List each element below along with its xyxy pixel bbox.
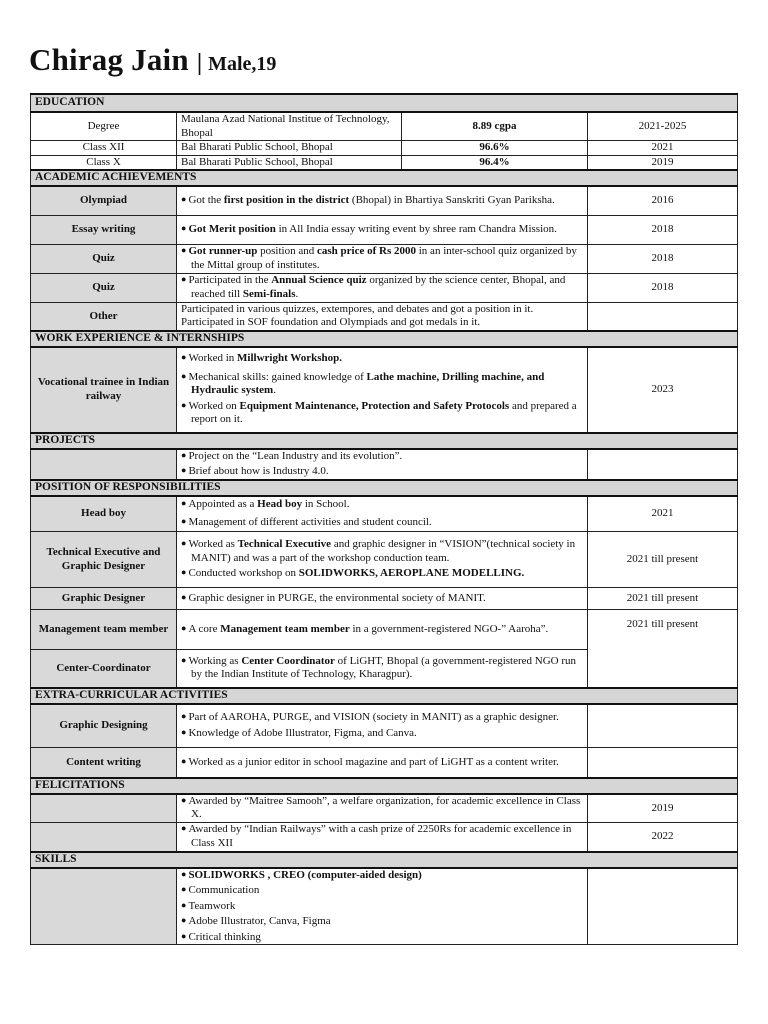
row-content: ● Part of AAROHA, PURGE, and VISION (society in MANIT) as a graphic designer. ● Knowledge of Adobe Illustrator, Figma, and Canva. xyxy=(177,704,588,748)
resume-table xyxy=(30,93,738,945)
row-label: Vocational trainee in Indian railway xyxy=(31,347,177,433)
row-content: ● Worked in Millwright Workshop. ● Mechanical skills: gained knowledge of Lathe machine, Drilling machine, and Hydraulic system. ● Worked on Equipment Maintenance, Protection and Safety Protocols and prepared a report on it. xyxy=(177,347,588,433)
row-year xyxy=(588,868,738,945)
row-year: 2021 till present xyxy=(588,610,738,688)
row-label: Other xyxy=(31,302,177,331)
row-label xyxy=(31,794,177,823)
row-content: ● A core Management team member in a government-registered NGO-” Aaroha”. xyxy=(177,610,588,650)
edu-institute: Maulana Azad National Institue of Technology, Bhopal xyxy=(177,112,402,141)
row-year: 2016 xyxy=(588,186,738,215)
row-content: Participated in various quizzes, extempores, and debates and got a position in it. Participated in SOF foundation and Olympiads and got medals in it. xyxy=(177,302,588,331)
section-title: EDUCATION xyxy=(31,94,738,112)
section-title: POSITION OF RESPONSIBILITIES xyxy=(31,480,738,496)
row-year xyxy=(588,302,738,331)
table-row xyxy=(31,112,738,141)
table-row xyxy=(31,186,738,215)
section-academic xyxy=(31,170,738,186)
row-label: Essay writing xyxy=(31,215,177,244)
table-row xyxy=(31,141,738,156)
table-row xyxy=(31,273,738,302)
table-row xyxy=(31,794,738,823)
row-year xyxy=(588,704,738,748)
section-projects xyxy=(31,433,738,449)
header-separator: | xyxy=(196,50,203,76)
candidate-name: Chirag Jain xyxy=(29,42,189,77)
row-year: 2021 till present xyxy=(588,588,738,610)
row-label: Management team member xyxy=(31,610,177,650)
table-row xyxy=(31,347,738,433)
row-content: ● Got runner-up position and cash price of Rs 2000 in an inter-school quiz organized by the Mittal group of institutes. xyxy=(177,244,588,273)
row-content: ● Participated in the Annual Science quiz organized by the science center, Bhopal, and reached till Semi-finals. xyxy=(177,273,588,302)
row-year: 2021 xyxy=(588,496,738,532)
table-row xyxy=(31,823,738,852)
table-row xyxy=(31,215,738,244)
row-label xyxy=(31,823,177,852)
section-education xyxy=(31,94,738,112)
row-label: Quiz xyxy=(31,244,177,273)
table-row xyxy=(31,449,738,480)
edu-year: 2021-2025 xyxy=(588,112,738,141)
section-title: SKILLS xyxy=(31,852,738,868)
row-year: 2021 till present xyxy=(588,532,738,588)
row-year: 2018 xyxy=(588,215,738,244)
edu-level: Class X xyxy=(31,155,177,170)
row-year: 2018 xyxy=(588,273,738,302)
gender-age: Male,19 xyxy=(208,53,277,75)
row-label: Quiz xyxy=(31,273,177,302)
table-row xyxy=(31,704,738,748)
row-content: ● SOLIDWORKS , CREO (computer-aided design) ● Communication ● Teamwork ● Adobe Illustrator, Canva, Figma ● Critical thinking xyxy=(177,868,588,945)
table-row xyxy=(31,868,738,945)
row-content: ● Graphic designer in PURGE, the environmental society of MANIT. xyxy=(177,588,588,610)
section-title: EXTRA-CURRICULAR ACTIVITIES xyxy=(31,688,738,704)
table-row xyxy=(31,748,738,778)
row-content: ● Got Merit position in All India essay writing event by shree ram Chandra Mission. xyxy=(177,215,588,244)
row-year xyxy=(588,449,738,480)
row-label: Graphic Designer xyxy=(31,588,177,610)
resume-header xyxy=(29,42,276,78)
section-work xyxy=(31,331,738,347)
section-title: FELICITATIONS xyxy=(31,778,738,794)
table-row xyxy=(31,610,738,650)
row-content: ● Awarded by “Maitree Samooh”, a welfare organization, for academic excellence in Class X. xyxy=(177,794,588,823)
row-content: ● Awarded by “Indian Railways” with a cash prize of 2250Rs for academic excellence in Class XII xyxy=(177,823,588,852)
table-row xyxy=(31,244,738,273)
edu-year: 2021 xyxy=(588,141,738,156)
row-label: Graphic Designing xyxy=(31,704,177,748)
edu-score: 96.6% xyxy=(402,141,588,156)
section-positions xyxy=(31,480,738,496)
edu-level: Class XII xyxy=(31,141,177,156)
row-label: Content writing xyxy=(31,748,177,778)
table-row xyxy=(31,588,738,610)
row-label: Head boy xyxy=(31,496,177,532)
edu-score: 96.4% xyxy=(402,155,588,170)
row-content: ● Worked as Technical Executive and graphic designer in “VISION”(technical society in MANIT) and was a part of the workshop conduction team. ● Conducted workshop on SOLIDWORKS, AEROPLANE MODELLING. xyxy=(177,532,588,588)
table-row xyxy=(31,496,738,532)
section-title: PROJECTS xyxy=(31,433,738,449)
row-content: ● Appointed as a Head boy in School. ● Management of different activities and student council. xyxy=(177,496,588,532)
section-felicitations xyxy=(31,778,738,794)
row-label: Center-Coordinator xyxy=(31,650,177,688)
row-label: Olympiad xyxy=(31,186,177,215)
row-year: 2022 xyxy=(588,823,738,852)
row-year: 2018 xyxy=(588,244,738,273)
edu-level: Degree xyxy=(31,112,177,141)
edu-year: 2019 xyxy=(588,155,738,170)
row-content: ● Got the first position in the district (Bhopal) in Bhartiya Sanskriti Gyan Pariksha. xyxy=(177,186,588,215)
row-year: 2019 xyxy=(588,794,738,823)
row-content: ● Worked as a junior editor in school magazine and part of LiGHT as a content writer. xyxy=(177,748,588,778)
row-year: 2023 xyxy=(588,347,738,433)
row-content: ● Working as Center Coordinator of LiGHT, Bhopal (a government-registered NGO run by the Indian Institute of Technology, Kharagpur). xyxy=(177,650,588,688)
row-label xyxy=(31,449,177,480)
section-title: ACADEMIC ACHIEVEMENTS xyxy=(31,170,738,186)
section-skills xyxy=(31,852,738,868)
row-year xyxy=(588,748,738,778)
section-title: WORK EXPERIENCE & INTERNSHIPS xyxy=(31,331,738,347)
edu-institute: Bal Bharati Public School, Bhopal xyxy=(177,141,402,156)
table-row xyxy=(31,532,738,588)
edu-institute: Bal Bharati Public School, Bhopal xyxy=(177,155,402,170)
row-content: ● Project on the “Lean Industry and its evolution”. ● Brief about how is Industry 4.0. xyxy=(177,449,588,480)
table-row xyxy=(31,155,738,170)
row-label xyxy=(31,868,177,945)
row-label: Technical Executive and Graphic Designer xyxy=(31,532,177,588)
edu-score: 8.89 cgpa xyxy=(402,112,588,141)
section-extra xyxy=(31,688,738,704)
table-row xyxy=(31,302,738,331)
